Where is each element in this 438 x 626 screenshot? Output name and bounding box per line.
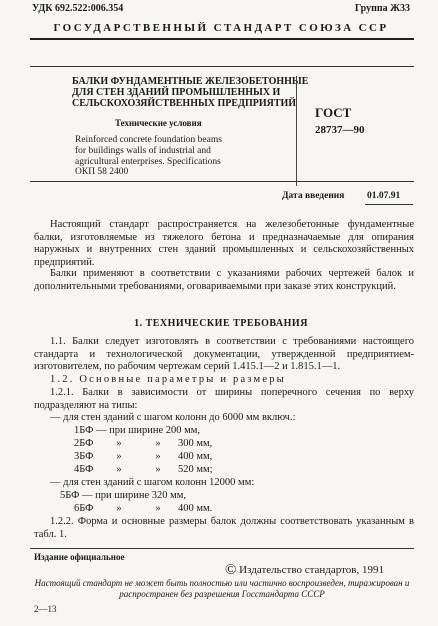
gost-number: 28737—90	[315, 124, 365, 136]
walls-6000-line: — для стен зданий с шагом колонн до 6000 мм включ.:	[50, 412, 296, 423]
walls-12000-line: — для стен зданий с шагом колонн 12000 мм:	[50, 477, 255, 488]
group-code: Группа Ж33	[354, 3, 410, 14]
beam-width: 300 мм,	[178, 438, 213, 449]
document-title	[72, 76, 309, 109]
beam-type-row	[74, 425, 200, 438]
title-rule	[30, 181, 414, 182]
ditto-mark: »	[155, 438, 161, 449]
udk-code: УДК 692.522:006.354	[32, 3, 124, 14]
beam-condition: — при ширине	[96, 425, 164, 436]
ditto-mark: »	[155, 451, 161, 462]
effective-date-value: 01.07.91	[367, 191, 401, 201]
english-title: Reinforced concrete foundation beams for buildings walls of industrial and agricultural enterprises. Specifications	[75, 135, 222, 167]
ditto-mark: »	[116, 451, 122, 462]
beam-type-row	[74, 464, 213, 477]
effective-date-label: Дата введения	[282, 191, 345, 201]
paragraph-text: 1.1. Балки следует изготовлять в соответствии с требованиями настоящего стандарта и технологической документации, утвержденной предприятием-изготовителем, по рабочим чертежам серий 1.415.1—2 и 1.815.1—1.	[34, 336, 414, 373]
paragraph-text: 1.2. Основные параметры и размеры	[50, 374, 286, 385]
beam-type: 4БФ	[74, 464, 94, 475]
beam-type: 2БФ	[74, 438, 94, 449]
beam-type: 6БФ	[74, 503, 94, 514]
section-heading: 1. ТЕХНИЧЕСКИЕ ТРЕБОВАНИЯ	[134, 318, 308, 329]
paragraph-text: 1.2.1. Балки в зависимости от ширины поперечного сечения по верху подразделяют на типы:	[34, 387, 414, 411]
official-edition-label: Издание официальное	[34, 552, 125, 562]
beam-width: 200 мм,	[165, 425, 201, 436]
beam-type: 5БФ	[60, 490, 80, 501]
ditto-mark: »	[155, 503, 161, 514]
beam-type: 3БФ	[74, 451, 94, 462]
title-line: БАЛКИ ФУНДАМЕНТНЫЕ ЖЕЛЕЗОБЕТОННЫЕ	[72, 76, 309, 87]
beam-type-row	[74, 451, 212, 464]
paragraph-text: 1.2.2. Форма и основные размеры балок должны соответствовать указанным в табл. 1.	[34, 516, 414, 540]
intro-paragraph-2	[34, 268, 414, 293]
ditto-mark: »	[155, 464, 161, 475]
beam-width: 320 мм,	[151, 490, 187, 501]
title-line: СЕЛЬСКОХОЗЯЙСТВЕННЫХ ПРЕДПРИЯТИЙ	[72, 98, 297, 109]
paragraph-1-2-heading	[50, 374, 286, 387]
effective-date-underline	[365, 204, 413, 205]
paragraph-1-2-2	[34, 516, 414, 541]
reproduction-notice: Настоящий стандарт не может быть полностью или частично воспроизведен, тиражирован и распространен без разрешения Госстандарта СССР	[34, 578, 410, 599]
beam-width: 400 мм.	[178, 503, 213, 514]
okp-code: ОКП 58 2400	[75, 167, 129, 177]
beam-width: 520 мм;	[178, 464, 213, 475]
title-divider	[296, 76, 297, 186]
intro-paragraph-1	[34, 219, 414, 269]
gost-label: ГОСТ	[315, 105, 352, 120]
footer-rule	[30, 548, 414, 549]
state-standard-heading: ГОСУДАРСТВЕННЫЙ СТАНДАРТ СОЮЗА ССР	[53, 22, 389, 34]
document-subtitle: Технические условия	[115, 118, 202, 128]
page-number: 2—13	[34, 604, 57, 614]
ditto-mark: »	[116, 438, 122, 449]
header-rule-bottom	[30, 66, 414, 67]
ditto-mark: »	[116, 464, 122, 475]
paragraph-text: Настоящий стандарт распространяется на железобетонные фундаментные балки, изготовляемые из тяжелого бетона и предназначаемые для опирания наружных и внутренних стен зданий промышленных и сельскохозяйственных предприятий.	[34, 219, 414, 268]
beam-condition: — при ширине	[82, 490, 150, 501]
copyright-text: Издательство стандартов, 1991	[239, 564, 384, 576]
ditto-mark: »	[116, 503, 122, 514]
copyright-icon: ©	[225, 562, 237, 578]
beam-width: 400 мм,	[178, 451, 213, 462]
copyright-line	[225, 562, 384, 579]
beam-type-row	[74, 438, 212, 451]
beam-type: 1БФ	[74, 425, 94, 436]
beam-type-row	[74, 503, 212, 516]
paragraph-1-2-1	[34, 387, 414, 412]
paragraph-text: Балки применяют в соответствии с указаниями рабочих чертежей балок и дополнительными требованиями, оговариваемыми при заказе этих конструкций.	[34, 268, 414, 292]
beam-type-row	[60, 490, 186, 503]
paragraph-1-1	[34, 336, 414, 374]
header-rule-top	[30, 38, 414, 40]
title-line: ДЛЯ СТЕН ЗДАНИЙ ПРОМЫШЛЕННЫХ И	[72, 87, 281, 98]
